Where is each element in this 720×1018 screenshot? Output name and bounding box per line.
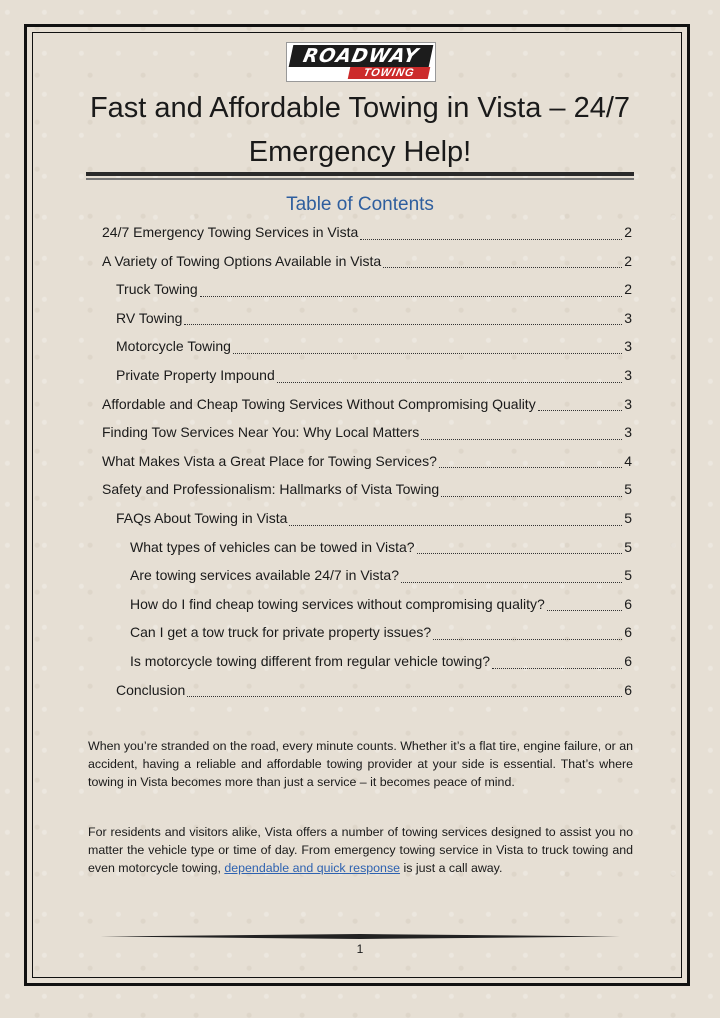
- toc-entry-page: 6: [624, 653, 632, 669]
- intro-paragraph: When you’re stranded on the road, every minute counts. Whether it’s a flat tire, engine failure, or an accident, having a reliable and affordable towing provider at your side is essential. That’s where towing in Vista becomes more than just a service – it becomes peace of mind.: [88, 739, 633, 789]
- toc-entry-title: Affordable and Cheap Towing Services Without Compromising Quality: [102, 395, 536, 412]
- toc-entry-page: 4: [624, 452, 632, 469]
- toc-heading: Table of Contents: [286, 194, 434, 215]
- toc-entry[interactable]: [102, 420, 632, 444]
- toc-entry[interactable]: [130, 649, 632, 673]
- toc-entry-title: Motorcycle Towing: [116, 338, 231, 355]
- toc-entry[interactable]: [102, 249, 632, 273]
- toc-entry[interactable]: [130, 592, 632, 616]
- toc-entry-title: A Variety of Towing Options Available in Vista: [102, 252, 382, 269]
- toc-entry-page: 2: [624, 224, 632, 240]
- toc-entry-title: Conclusion: [116, 681, 186, 698]
- toc-entry-title: How do I find cheap towing services without compromising quality?: [130, 595, 545, 612]
- toc-entry-page: 6: [624, 624, 632, 641]
- toc-entry[interactable]: [116, 506, 632, 530]
- toc-entry-page: 3: [624, 309, 632, 326]
- toc-leader-dots: [383, 257, 622, 268]
- toc-entry[interactable]: [116, 306, 632, 330]
- toc-entry-title: What types of vehicles can be towed in Vista?: [130, 538, 415, 555]
- toc-entry[interactable]: [116, 277, 632, 301]
- roadway-towing-logo: [286, 42, 436, 82]
- toc-entry[interactable]: [102, 220, 632, 244]
- toc-entry[interactable]: [102, 449, 632, 473]
- page-number: 1: [356, 942, 364, 956]
- document-title: Fast and Affordable Towing in Vista – 24/7 Emergency Help!: [89, 92, 631, 168]
- toc-leader-dots: [417, 543, 623, 554]
- toc-entry-page: 3: [624, 395, 632, 412]
- logo-subtext: TOWING: [348, 67, 431, 79]
- toc-entry[interactable]: [130, 563, 632, 587]
- toc-leader-dots: [233, 343, 622, 354]
- toc-entry[interactable]: [116, 363, 632, 387]
- toc-entry[interactable]: [102, 392, 632, 416]
- toc-entry[interactable]: [116, 334, 632, 358]
- toc-leader-dots: [421, 429, 622, 440]
- toc-leader-dots: [289, 515, 622, 526]
- toc-leader-dots: [184, 314, 622, 325]
- toc-leader-dots: [547, 600, 622, 611]
- toc-leader-dots: [441, 486, 622, 497]
- toc-leader-dots: [433, 629, 622, 640]
- toc-leader-dots: [439, 457, 622, 468]
- toc-entry-title: 24/7 Emergency Towing Services in Vista: [102, 224, 359, 240]
- toc-entry-title: Truck Towing: [116, 281, 198, 298]
- toc-entry-page: 3: [624, 338, 632, 355]
- title-divider: [86, 172, 634, 176]
- toc-leader-dots: [360, 229, 622, 240]
- toc-entry-page: 3: [624, 424, 632, 441]
- toc-leader-dots: [538, 400, 623, 411]
- toc-entry-page: 3: [624, 367, 632, 383]
- toc-entry-title: Are towing services available 24/7 in Vista?: [130, 567, 400, 584]
- toc-entry[interactable]: [130, 620, 632, 644]
- toc-entry-page: 6: [624, 681, 632, 698]
- toc-entry-page: 2: [624, 281, 632, 298]
- title-divider-thin: [86, 178, 634, 180]
- toc-leader-dots: [200, 286, 623, 297]
- toc-entry[interactable]: [130, 535, 632, 559]
- toc-entry-title: Safety and Professionalism: Hallmarks of Vista Towing: [102, 481, 440, 498]
- toc-entry-page: 6: [624, 595, 632, 612]
- toc-entry-title: Finding Tow Services Near You: Why Local Matters: [102, 424, 420, 441]
- toc-entry-page: 5: [624, 510, 632, 526]
- logo-wordmark: ROADWAY: [289, 45, 434, 67]
- toc-entry-page: 5: [624, 481, 632, 498]
- toc-entry-page: 2: [624, 252, 632, 269]
- services-paragraph: [88, 823, 633, 877]
- toc-leader-dots: [187, 686, 622, 697]
- toc-leader-dots: [401, 572, 622, 583]
- dependable-response-link[interactable]: dependable and quick response: [224, 861, 401, 875]
- toc-entry[interactable]: [102, 477, 632, 501]
- toc-entry-title: Can I get a tow truck for private property issues?: [130, 624, 432, 641]
- toc-leader-dots: [277, 372, 622, 383]
- toc-entry-page: 5: [624, 538, 632, 555]
- toc-leader-dots: [492, 658, 622, 669]
- services-paragraph-end: is just a call away.: [400, 861, 503, 875]
- toc-entry[interactable]: [116, 678, 632, 702]
- toc-entry-page: 5: [624, 567, 632, 584]
- toc-entry-title: RV Towing: [116, 309, 183, 326]
- toc-entry-title: What Makes Vista a Great Place for Towing Services?: [102, 452, 437, 469]
- toc-entry-title: FAQs About Towing in Vista: [116, 510, 288, 526]
- toc-entry-title: Private Property Impound: [116, 367, 275, 383]
- toc-entry-title: Is motorcycle towing different from regular vehicle towing?: [130, 653, 491, 669]
- services-paragraph-text: For residents and visitors alike, Vista offers a number of towing services designed to assist you no matter the vehicle type or time of day. From emergency towing service in Vista to truck towing and even motorcycle towing,: [88, 825, 633, 875]
